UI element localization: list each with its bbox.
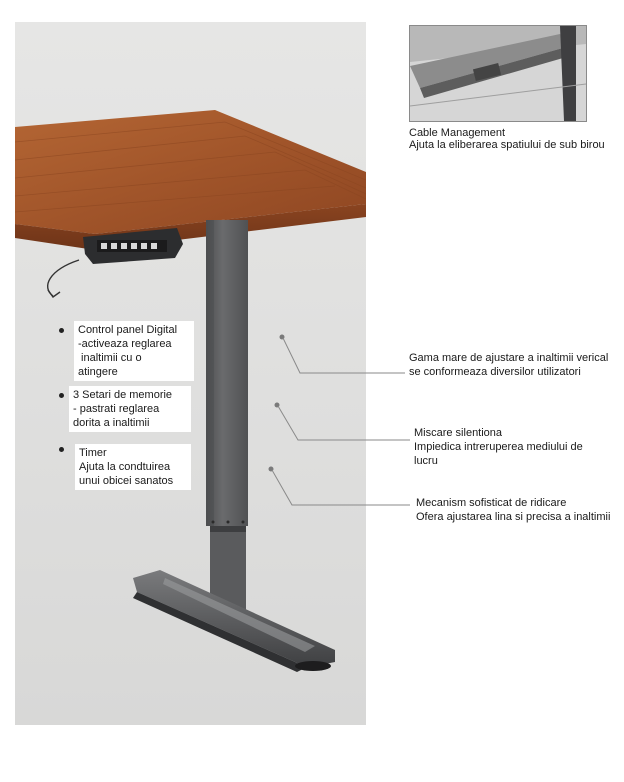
feature-line: Control panel Digital [78, 324, 178, 336]
feature-line: Gama mare de ajustare a inaltimii verical [409, 352, 609, 364]
feature-line: - pastrati reglarea [73, 403, 160, 415]
feature-line: Timer [79, 447, 107, 459]
feature-line: lucru [414, 455, 438, 467]
feature-line: Impiedica intreruperea mediului de [414, 441, 583, 453]
feature-line: Mecanism sofisticat de ridicare [416, 497, 567, 509]
feature-line: dorita a inaltimii [73, 417, 150, 429]
feature-line: unui obicei sanatos [79, 475, 174, 487]
feature-height-range [409, 351, 608, 379]
cable-management-desc: Ajuta la eliberarea spatiului de sub birou [409, 139, 605, 151]
feature-line: Ajuta la condtuirea [79, 461, 171, 473]
feature-line: atingere [78, 366, 118, 378]
feature-line: 3 Setari de memorie [73, 389, 173, 401]
feature-line: se conformeaza diversilor utilizatori [409, 366, 581, 378]
feature-line: -activeaza reglarea [78, 338, 172, 350]
feature-line: Ofera ajustarea lina si precisa a inaltimii [416, 511, 611, 523]
feature-silent-motion [414, 426, 583, 468]
feature-lifting-mechanism [416, 496, 610, 524]
feature-line: inaltimii cu o [78, 352, 142, 364]
cable-management-title: Cable Management [409, 127, 506, 139]
feature-line: Miscare silentiona [414, 427, 503, 439]
